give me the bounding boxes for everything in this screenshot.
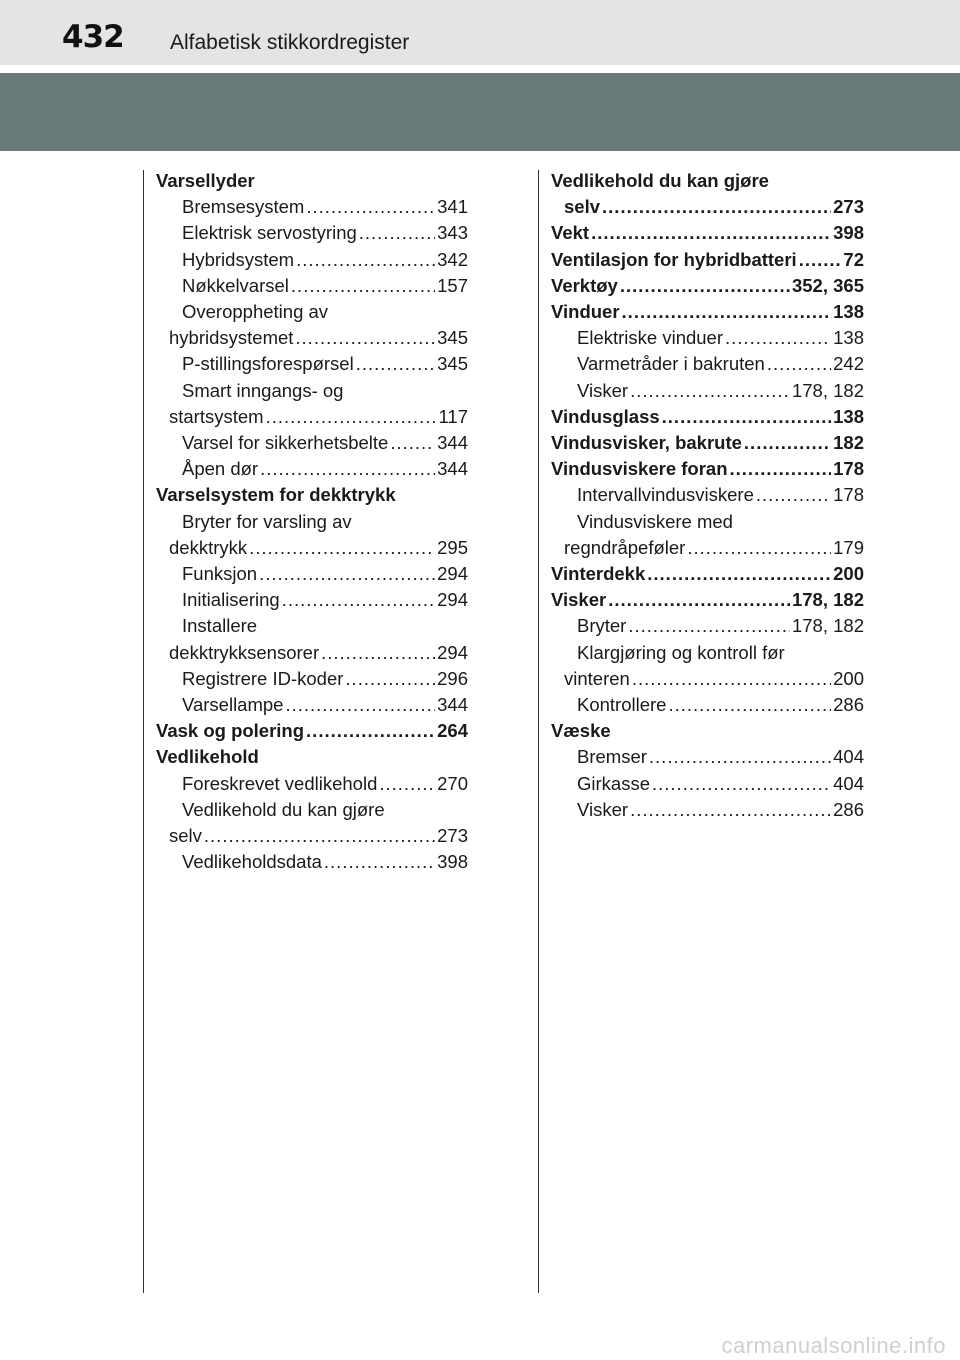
index-entry-page[interactable]: 342 [437, 248, 468, 270]
index-column-left [156, 168, 468, 875]
index-entry-page[interactable]: 295 [437, 536, 468, 558]
index-entry [169, 535, 468, 561]
index-entry-label: hybridsystemet [169, 327, 294, 349]
left-column-rule [143, 170, 144, 1293]
index-entry [182, 849, 468, 875]
index-entry-label: Klargjøring og kontroll før [577, 641, 785, 663]
index-entry-label: P-stillingsforespørsel [182, 353, 354, 375]
index-entry-page[interactable]: 398 [437, 851, 468, 873]
index-entry [577, 482, 864, 508]
index-entry [577, 325, 864, 351]
page-number: 432 [62, 19, 124, 55]
index-entry-label: Varselsystem for dekktrykk [156, 484, 396, 506]
right-column-rule [538, 170, 539, 1293]
index-entry-page[interactable]: 178 [833, 484, 864, 506]
index-entry-label: Vindusvisker, bakrute [551, 432, 742, 454]
index-entry-label: Overoppheting av [182, 301, 329, 323]
dot-leader [390, 430, 435, 456]
index-entry-label: Bremser [577, 746, 647, 768]
dot-leader [649, 744, 831, 770]
index-entry-page[interactable]: 404 [833, 772, 864, 794]
index-entry-label: Installere [182, 615, 258, 637]
dot-leader [630, 378, 790, 404]
index-entry-page[interactable]: 398 [833, 222, 864, 244]
index-entry-label: Vindusviskere foran [551, 458, 728, 480]
index-entry-label: Varsel for sikkerhetsbelte [182, 432, 389, 454]
dot-leader [591, 220, 831, 246]
dot-leader [652, 771, 831, 797]
header-band [0, 73, 960, 151]
dot-leader [767, 351, 831, 377]
index-entry [182, 509, 468, 535]
dot-leader [630, 797, 831, 823]
index-entry [182, 273, 468, 299]
index-entry-label: Vekt [551, 222, 590, 244]
index-entry-page[interactable]: 294 [437, 589, 468, 611]
index-entry-label: Vinduer [551, 301, 620, 323]
dot-leader [285, 692, 435, 718]
index-entry-label: Elektriske vinduer [577, 327, 724, 349]
index-entry-page[interactable]: 178, 182 [791, 615, 864, 637]
page-title: Alfabetisk stikkordregister [170, 31, 410, 54]
index-entry [551, 273, 864, 299]
index-entry-label: Elektrisk servostyring [182, 222, 357, 244]
index-entry [182, 247, 468, 273]
index-entry [182, 771, 468, 797]
index-entry [182, 378, 468, 404]
index-entry [182, 666, 468, 692]
index-entry-label: vinteren [564, 667, 630, 689]
index-entry [182, 456, 468, 482]
index-entry-page[interactable]: 273 [437, 825, 468, 847]
index-entry-page[interactable]: 270 [437, 772, 468, 794]
index-entry-page[interactable]: 200 [833, 667, 864, 689]
dot-leader [259, 561, 435, 587]
index-entry-label: Varsellyder [156, 170, 255, 191]
index-entry-label: Verktøy [551, 274, 618, 296]
index-entry [182, 613, 468, 639]
index-entry [577, 692, 864, 718]
dot-leader [662, 404, 831, 430]
index-entry [577, 351, 864, 377]
index-entry-page[interactable]: 157 [437, 274, 468, 296]
index-entry-label: selv [564, 196, 601, 218]
index-entry-label: Funksjon [182, 563, 258, 585]
index-entry-page[interactable]: 345 [437, 327, 468, 349]
index-entry-label: Foreskrevet vedlikehold [182, 772, 378, 794]
index-entry-label: Visker [551, 589, 607, 611]
dot-leader [359, 220, 435, 246]
dot-leader [249, 535, 435, 561]
index-entry-page[interactable]: 294 [437, 641, 468, 663]
index-entry-page[interactable]: 242 [833, 353, 864, 375]
index-entry [564, 194, 864, 220]
index-entry [182, 220, 468, 246]
dot-leader [632, 666, 831, 692]
index-entry-page[interactable]: 352, 365 [791, 274, 864, 296]
index-entry [182, 299, 468, 325]
index-entry-page[interactable]: 273 [833, 196, 864, 218]
index-entry [577, 744, 864, 770]
dot-leader [345, 666, 435, 692]
dot-leader [306, 194, 435, 220]
index-entry [551, 220, 864, 246]
index-entry [577, 640, 864, 666]
index-entry-page[interactable]: 344 [437, 432, 468, 454]
index-entry-page[interactable]: 294 [437, 563, 468, 585]
index-entry-label: dekktrykksensorer [169, 641, 320, 663]
dot-leader [647, 561, 831, 587]
index-entry [577, 613, 864, 639]
index-entry-label: Initialisering [182, 589, 280, 611]
index-entry [156, 168, 468, 194]
index-entry [156, 718, 468, 744]
dot-leader [602, 194, 831, 220]
dot-leader [756, 482, 831, 508]
index-entry-label: Vedlikehold [156, 746, 259, 768]
dot-leader [379, 771, 435, 797]
index-entry-label: Intervallvindusviskere [577, 484, 754, 506]
index-entry [551, 456, 864, 482]
index-entry-page[interactable]: 404 [833, 746, 864, 768]
dot-leader [622, 299, 832, 325]
index-entry [551, 404, 864, 430]
index-entry-page[interactable]: 72 [843, 248, 864, 270]
index-entry-page[interactable]: 138 [833, 301, 864, 323]
index-entry [577, 509, 864, 535]
index-entry-label: dekktrykk [169, 536, 248, 558]
index-entry [169, 823, 468, 849]
index-entry [551, 587, 864, 613]
dot-leader [296, 247, 435, 273]
index-entry-label: Kontrollere [577, 694, 667, 716]
index-entry-label: Varmetråder i bakruten [577, 353, 765, 375]
index-entry-label: Visker [577, 379, 629, 401]
index-entry [156, 744, 468, 770]
index-entry-label: Bryter for varsling av [182, 510, 352, 532]
index-entry [169, 640, 468, 666]
index-entry-page[interactable]: 343 [437, 222, 468, 244]
dot-leader [306, 718, 435, 744]
dot-leader [628, 613, 790, 639]
index-entry [577, 797, 864, 823]
header-gap [0, 65, 960, 73]
dot-leader [260, 456, 435, 482]
index-entry [551, 299, 864, 325]
index-entry-label: Varsellampe [182, 694, 284, 716]
index-entry-page[interactable]: 344 [437, 694, 468, 716]
dot-leader [799, 247, 842, 273]
index-entry [182, 692, 468, 718]
index-entry [551, 430, 864, 456]
dot-leader [266, 404, 437, 430]
dot-leader [620, 273, 790, 299]
dot-leader [356, 351, 435, 377]
index-entry-label: Vask og polering [156, 720, 305, 742]
index-entry-page[interactable]: 345 [437, 353, 468, 375]
index-entry-label: Hybridsystem [182, 248, 295, 270]
index-entry-label: Bremsesystem [182, 196, 305, 218]
index-entry-label: Åpen dør [182, 458, 259, 480]
index-entry-page[interactable]: 286 [833, 694, 864, 716]
index-entry [551, 168, 864, 194]
dot-leader [668, 692, 831, 718]
index-entry-page[interactable]: 178, 182 [791, 379, 864, 401]
index-entry-page[interactable]: 286 [833, 798, 864, 820]
index-entry-label: Nøkkelvarsel [182, 274, 289, 296]
index-entry-page[interactable]: 182 [833, 432, 864, 454]
dot-leader [744, 430, 831, 456]
index-entry-label: startsystem [169, 405, 264, 427]
index-entry-label: Visker [577, 798, 629, 820]
dot-leader [291, 273, 435, 299]
index-entry [169, 325, 468, 351]
index-entry [169, 404, 468, 430]
index-column-right [551, 168, 864, 823]
dot-leader [730, 456, 832, 482]
index-entry-page[interactable]: 117 [438, 405, 468, 427]
index-entry-label: Registrere ID-koder [182, 667, 344, 689]
index-entry-label: Vindusglass [551, 405, 660, 427]
index-entry-page[interactable]: 178, 182 [791, 589, 864, 611]
index-entry [577, 771, 864, 797]
dot-leader [725, 325, 831, 351]
index-entry [551, 718, 864, 744]
index-entry [182, 430, 468, 456]
index-entry-label: Vedlikeholdsdata [182, 851, 322, 873]
index-entry-label: Ventilasjon for hybridbatteri [551, 248, 797, 270]
index-entry [182, 587, 468, 613]
index-entry [577, 378, 864, 404]
index-entry-label: selv [169, 825, 202, 847]
index-entry-label: Væske [551, 720, 611, 742]
index-entry-label: Vedlikehold du kan gjøre [551, 170, 769, 191]
index-entry-label: Girkasse [577, 772, 650, 794]
index-entry [156, 482, 468, 508]
dot-leader [324, 849, 435, 875]
dot-leader [282, 587, 435, 613]
index-entry [182, 194, 468, 220]
dot-leader [321, 640, 435, 666]
index-entry-label: Smart inngangs- og [182, 379, 344, 401]
dot-leader [687, 535, 831, 561]
dot-leader [204, 823, 435, 849]
index-entry-page[interactable]: 296 [437, 667, 468, 689]
page-header [0, 0, 960, 65]
index-entry-page[interactable]: 138 [833, 405, 864, 427]
index-entry-page[interactable]: 200 [833, 563, 864, 585]
index-entry [551, 247, 864, 273]
index-entry-label: Vedlikehold du kan gjøre [182, 798, 385, 820]
index-entry-label: regndråpeføler [564, 536, 686, 558]
index-entry-page[interactable]: 178 [833, 458, 864, 480]
index-entry [564, 666, 864, 692]
index-entry [182, 797, 468, 823]
index-entry [182, 561, 468, 587]
index-entry [564, 535, 864, 561]
index-entry-page[interactable]: 341 [437, 196, 468, 218]
index-entry-page[interactable]: 179 [833, 536, 864, 558]
index-entry [182, 351, 468, 377]
index-entry-page[interactable]: 344 [437, 458, 468, 480]
index-entry-page[interactable]: 264 [437, 720, 468, 742]
dot-leader [608, 587, 790, 613]
dot-leader [295, 325, 435, 351]
index-entry-label: Bryter [577, 615, 627, 637]
index-entry-label: Vinterdekk [551, 563, 646, 585]
watermark: carmanualsonline.info [721, 1333, 946, 1358]
index-entry-label: Vindusviskere med [577, 510, 733, 532]
index-entry-page[interactable]: 138 [833, 327, 864, 349]
index-entry [551, 561, 864, 587]
